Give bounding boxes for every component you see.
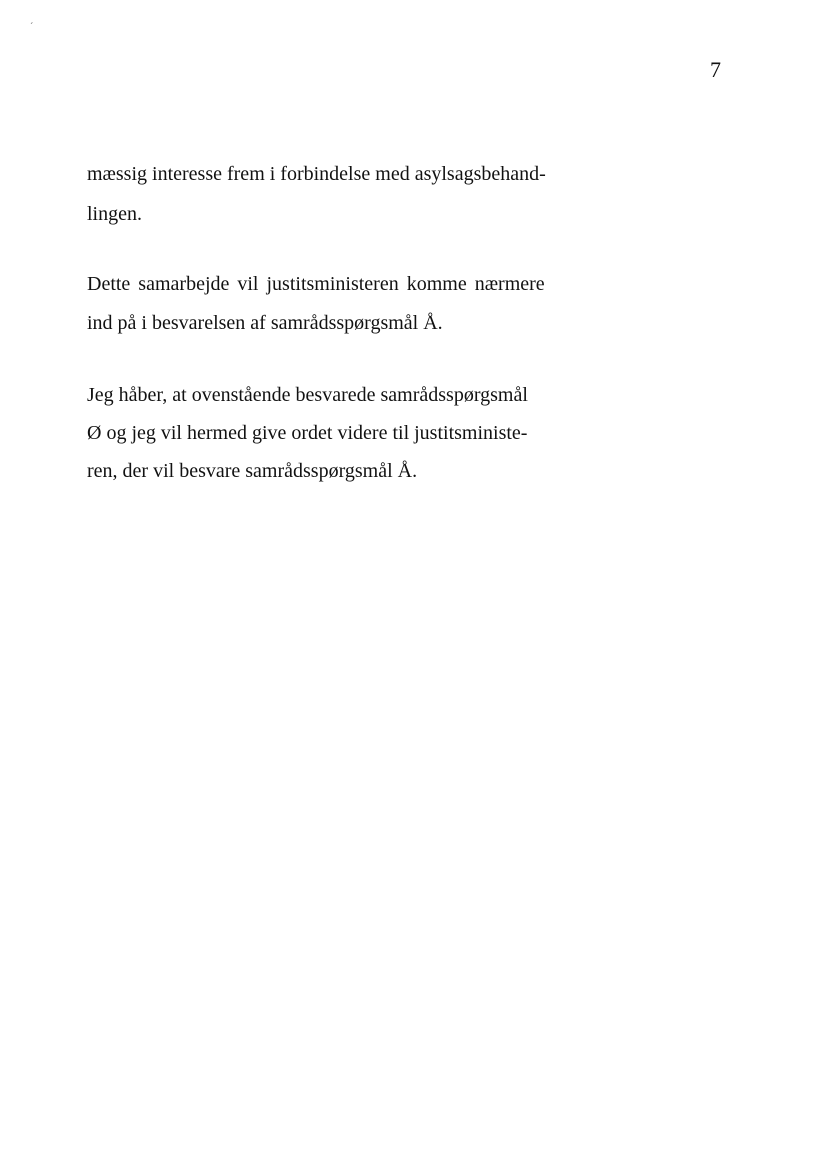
page-number: 7 <box>710 57 721 82</box>
paragraph-2-line-1: Dette samarbejde vil justitsministeren komme nærmere <box>87 273 545 295</box>
paragraph-3-line-2: Ø og jeg vil hermed give ordet videre til justitsministe- <box>87 422 528 444</box>
paragraph-1-line-2: lingen. <box>87 203 142 225</box>
paragraph-1-line-1: mæssig interesse frem i forbindelse med asylsagsbehand- <box>87 163 546 185</box>
paragraph-2-line-2: ind på i besvarelsen af samrådsspørgsmål Å. <box>87 312 443 334</box>
scan-speck-mark: ˊ <box>30 22 34 33</box>
paragraph-3-line-3: ren, der vil besvare samrådsspørgsmål Å. <box>87 460 418 482</box>
paragraph-3-line-1: Jeg håber, at ovenstående besvarede samrådsspørgsmål <box>87 384 528 406</box>
